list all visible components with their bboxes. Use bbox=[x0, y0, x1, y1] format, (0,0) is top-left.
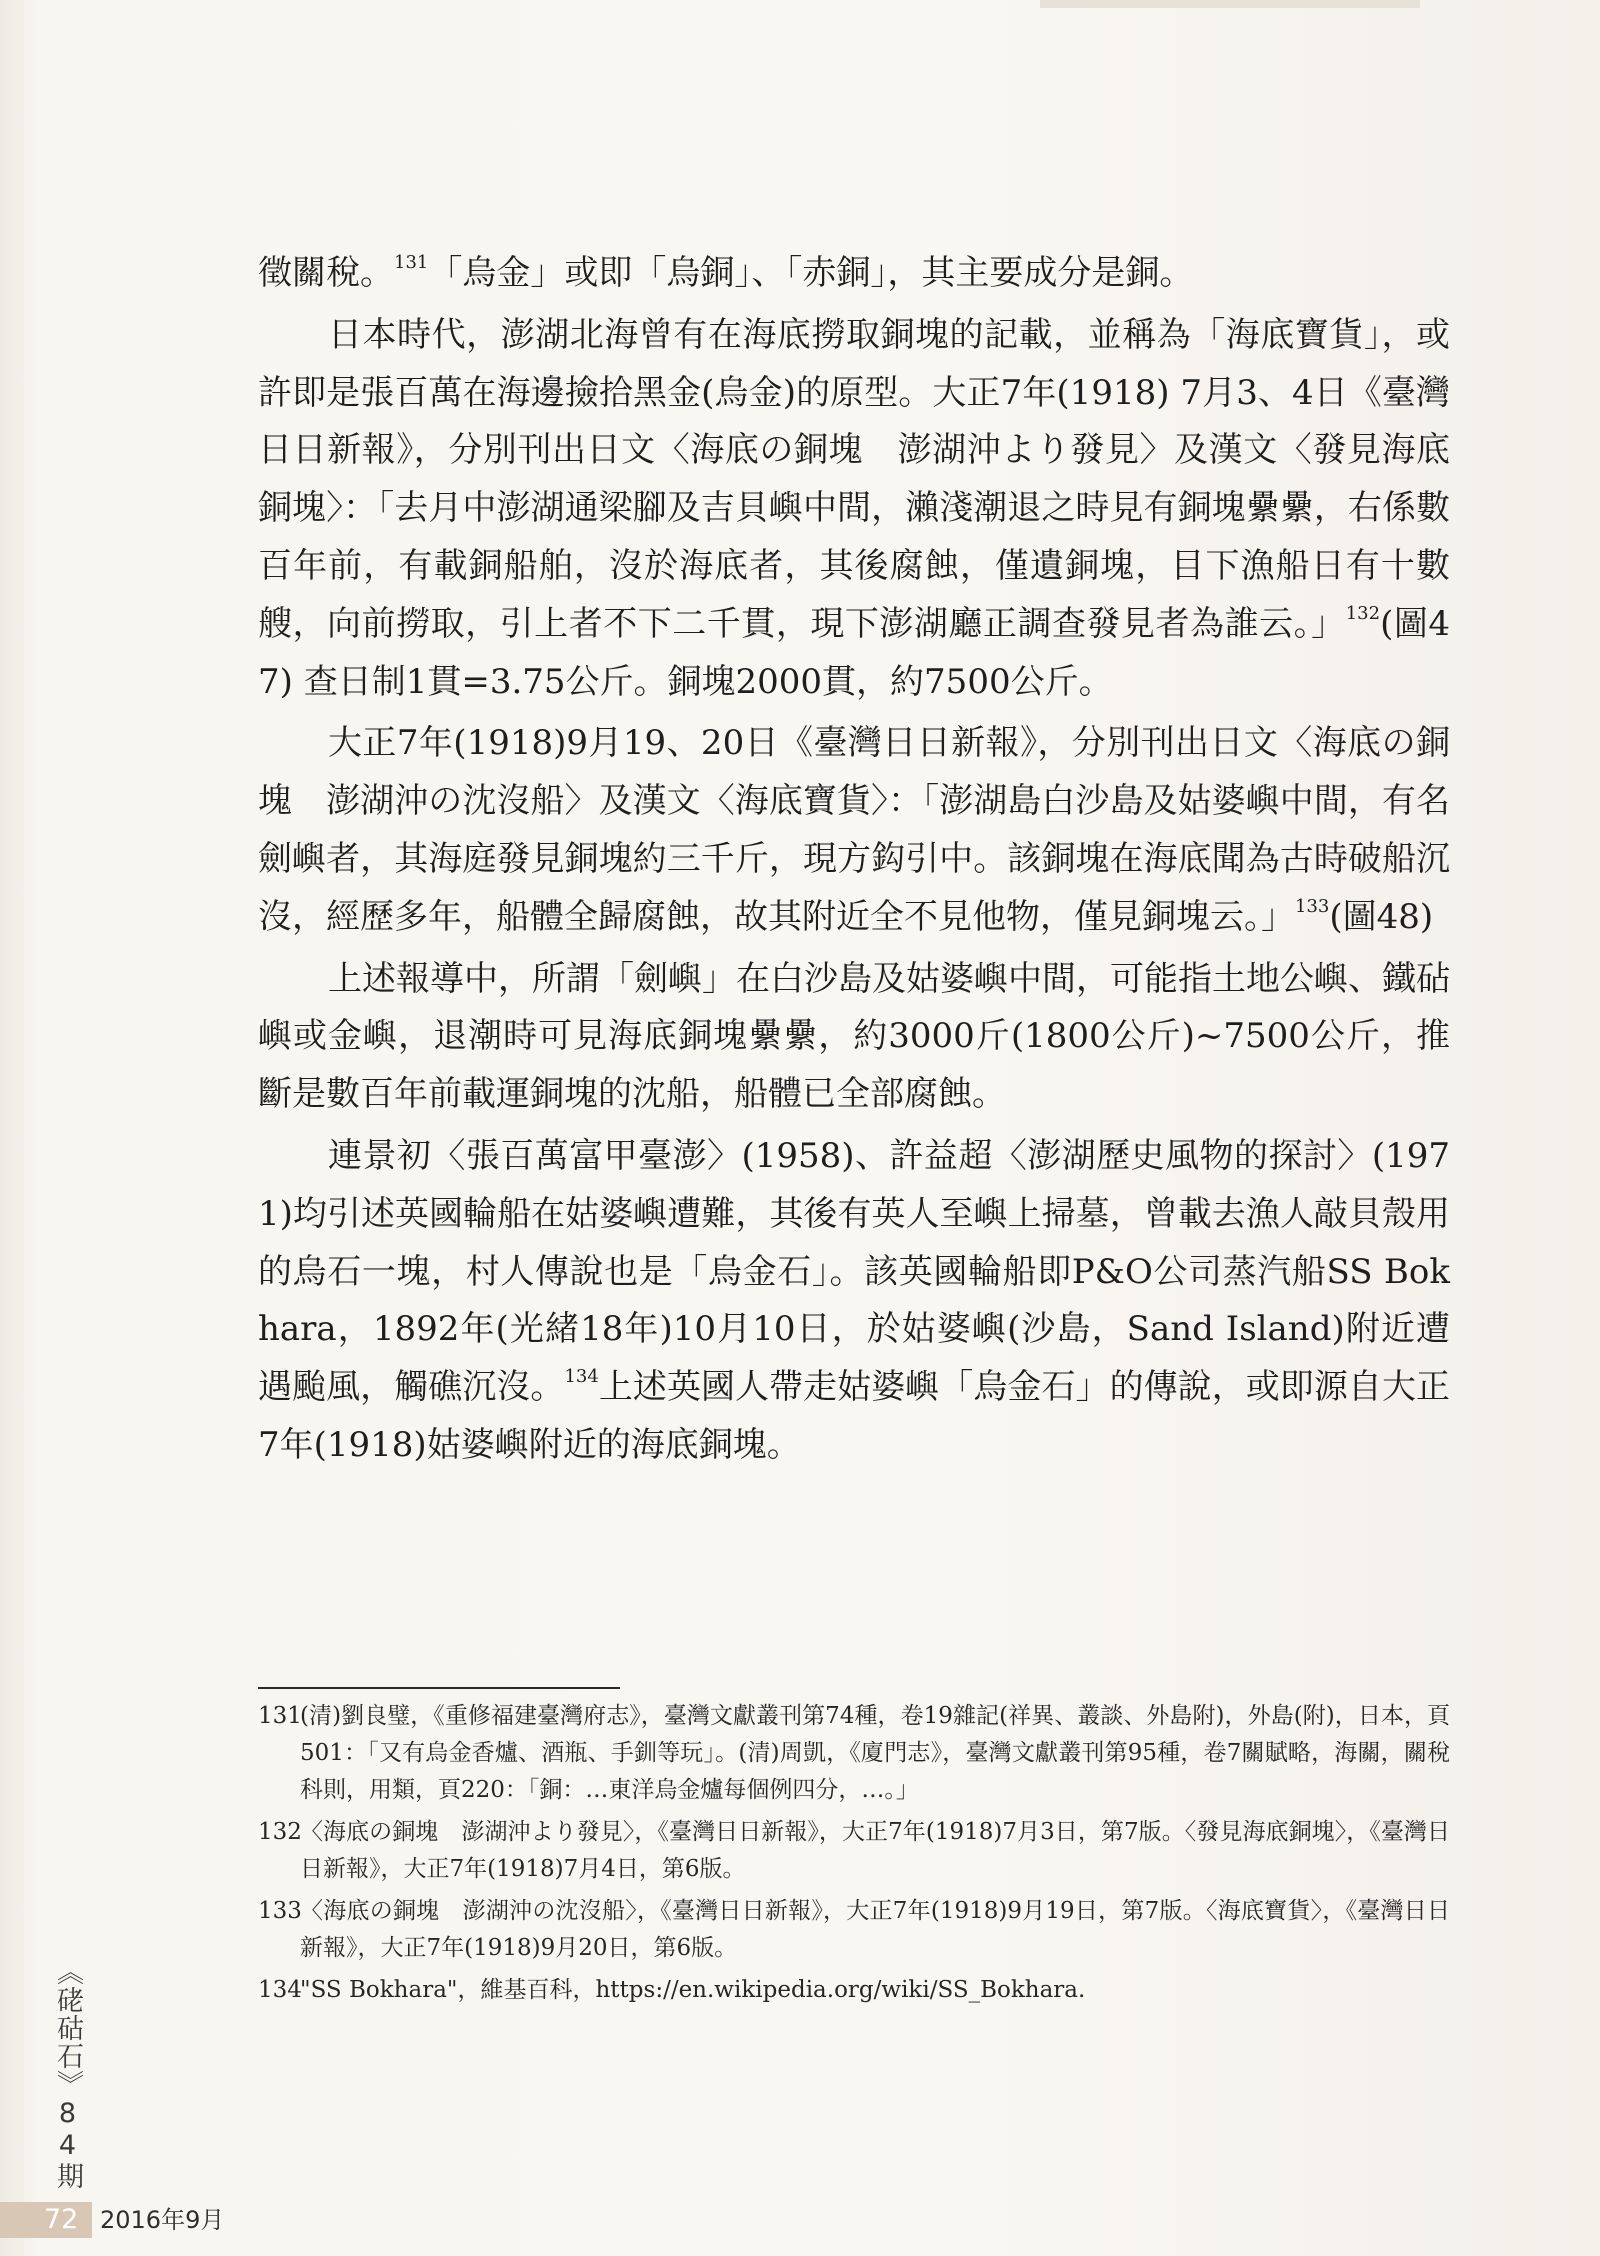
paragraph-3: 大正7年(1918)9月19、20日《臺灣日日新報》，分別刊出日文〈海底の銅塊 澎湖沖の沈沒船〉及漢文〈海底寶貨〉：「澎湖島白沙島及姑婆嶼中間，有名劍嶼者，其海庭發見銅塊約三千斤，現方鈎引中。該銅塊在海底聞為古時破船沉沒，經歷多年，船體全歸腐蝕，故其附近全不見他物，僅見銅塊云。」$^{133}$(圖48) bbox=[258, 723, 1450, 937]
footnote-number: 131 bbox=[258, 1703, 302, 1729]
paragraph-5: 連景初〈張百萬富甲臺澎〉(1958)、許益超〈澎湖歷史風物的探討〉(1971)均引述英國輪船在姑婆嶼遭難，其後有英人至嶼上掃墓，曾載去漁人敲貝殼用的烏石一塊，村人傳說也是「烏金石」。該英國輪船即P&O公司蒸汽船SS Bokhara，1892年(光緒18年)10月10日，於姑婆嶼(沙島，Sand Island)附近遭遇颱風，觸礁沉沒。$^{134}$上述英國人帶走姑婆嶼「烏金石」的傳說，或即源自大正7年(1918)姑婆嶼附近的海底銅塊。 bbox=[258, 1135, 1451, 1465]
footnote-text: 〈海底の銅塊 澎湖沖より發見〉，《臺灣日日新報》，大正7年(1918)7月3日，第7版。〈發見海底銅塊〉，《臺灣日日新報》，大正7年(1918)7月4日，第6版。 bbox=[300, 1819, 1450, 1882]
paragraph-1: 徵關稅。$^{131}$「烏金」或即「烏銅」、「赤銅」，其主要成分是銅。 bbox=[258, 252, 1194, 293]
footnote-number: 134 bbox=[258, 1977, 302, 2003]
footnote-text: "SS Bokhara"，維基百科，https://en.wikipedia.org/wiki/SS_Bokhara. bbox=[300, 1977, 1086, 2003]
paragraph-4: 上述報導中，所謂「劍嶼」在白沙島及姑婆嶼中間，可能指土地公嶼、鐵砧嶼或金嶼，退潮時可見海底銅塊纍纍，約3000斤(1800公斤)~7500公斤，推斷是數百年前載運銅塊的沈船，船體已全部腐蝕。 bbox=[258, 958, 1450, 1115]
footnote-133 bbox=[258, 1893, 1450, 1967]
footnote-132 bbox=[258, 1814, 1450, 1888]
footnote-number: 132 bbox=[258, 1819, 302, 1845]
paragraph-2: 日本時代，澎湖北海曾有在海底撈取銅塊的記載，並稱為「海底寶貨」，或許即是張百萬在海邊撿拾黑金(烏金)的原型。大正7年(1918) 7月3、4日《臺灣日日新報》，分別刊出日文〈海底の銅塊 澎湖沖より發見〉及漢文〈發見海底銅塊〉：「去月中澎湖通梁腳及吉貝嶼中間，瀨淺潮退之時見有銅塊纍纍，右係數百年前，有載銅船舶，沒於海底者，其後腐蝕，僅遺銅塊，目下漁船日有十數艘，向前撈取，引上者不下二千貫，現下澎湖廳正調查發見者為誰云。」$^{132}$(圖47) 查日制1貫=3.75公斤。銅塊2000貫，約7500公斤。 bbox=[258, 314, 1451, 702]
journal-title: 《硓𥑮石》84期 bbox=[52, 1958, 83, 2190]
footnote-text: (清)劉良璧，《重修福建臺灣府志》，臺灣文獻叢刊第74種，卷19雜記(祥異、叢談、外島附)，外島(附)，日本，頁501：「又有烏金香爐、酒瓶、手釧等玩」。(清)周凱，《廈門志》，臺灣文獻叢刊第95種，卷7關賦略，海關，關稅科則，用類，頁220：「銅：…東洋烏金爐每個例四分，…。」 bbox=[300, 1703, 1450, 1803]
footnote-divider bbox=[258, 1687, 620, 1689]
footnote-ref-133[interactable]: 133 bbox=[1295, 895, 1330, 917]
footnote-134 bbox=[258, 1972, 1450, 2009]
footnote-text: 〈海底の銅塊 澎湖沖の沈沒船〉，《臺灣日日新報》，大正7年(1918)9月19日，第7版。〈海底寶貨〉，《臺灣日日新報》，大正7年(1918)9月20日，第6版。 bbox=[300, 1898, 1450, 1961]
footnote-number: 133 bbox=[258, 1898, 302, 1924]
footnote-ref-134[interactable]: 134 bbox=[564, 1366, 599, 1388]
footnote-ref-132[interactable]: 132 bbox=[1345, 602, 1381, 624]
footnote-ref-131[interactable]: 131 bbox=[394, 252, 429, 273]
issue-date: 2016年9月 bbox=[100, 2206, 225, 2234]
top-edge-mark bbox=[1040, 0, 1420, 8]
page-number: 72 bbox=[44, 2204, 79, 2235]
footnotes bbox=[258, 1698, 1450, 2009]
body-text bbox=[258, 245, 1450, 1475]
footnote-131 bbox=[258, 1698, 1450, 1809]
